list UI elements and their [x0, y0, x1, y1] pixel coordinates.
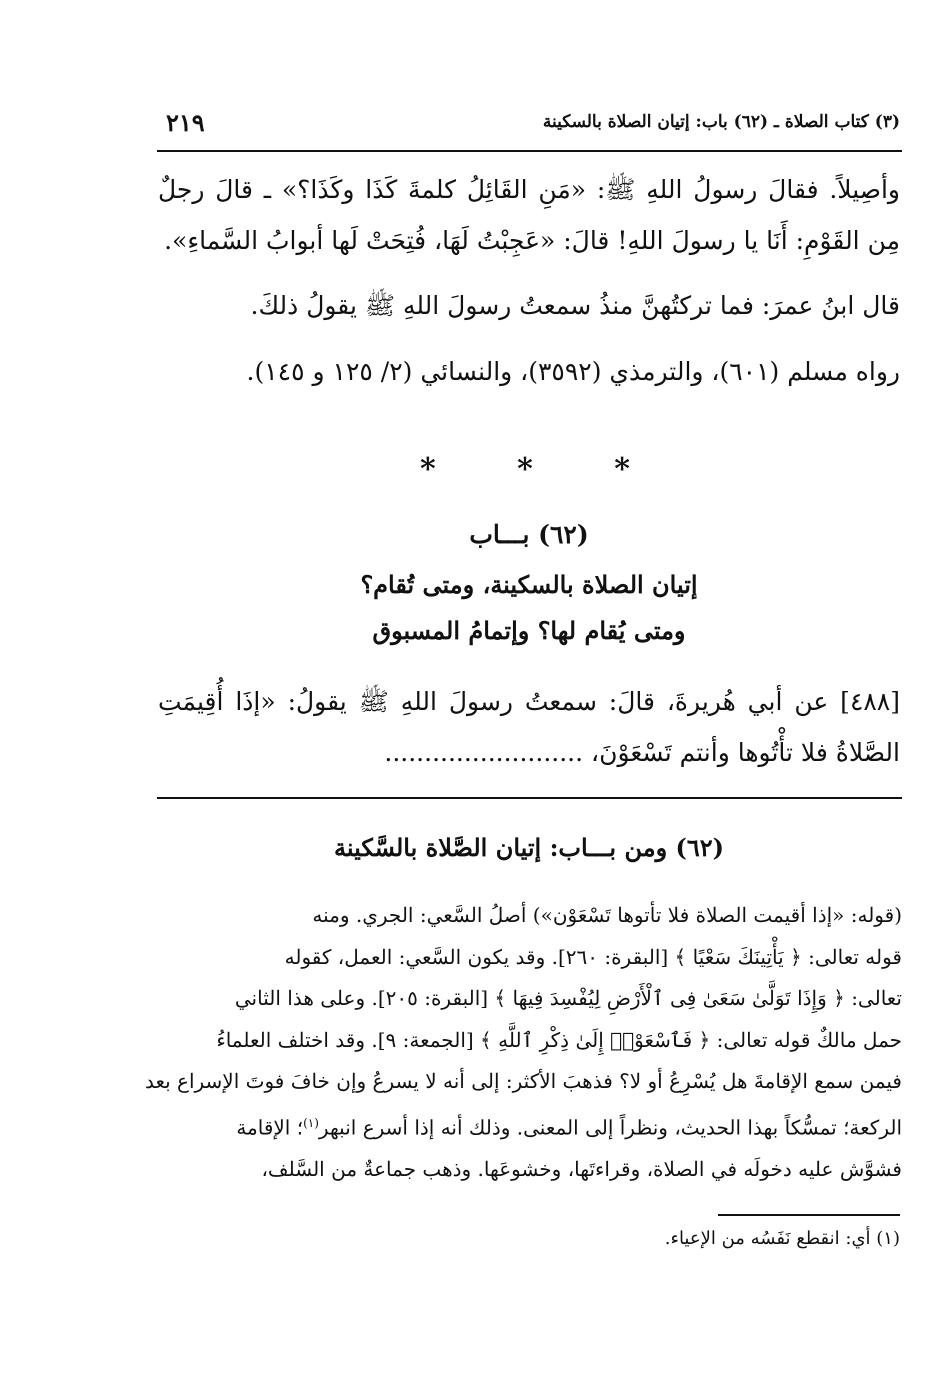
commentary-line: [126, 1103, 902, 1149]
commentary-heading: (٦٢) ومن بـــاب: إتيان الصَّلاة بالسَّكينة: [333, 833, 725, 862]
commentary-line: قوله تعالى: ﴿ يَأْتِينَكَ سَعْيًا ﴾ [البقرة: ٢٦٠]. وقد يكون السَّعي: العمل، كقوله: [284, 944, 902, 969]
commentary-line: فشوَّش عليه دخولَه في الصلاة، وقراءتَها، وخشوعَها. وذهب جماعةٌ من السَّلف،: [261, 1156, 902, 1181]
hadith-paragraph: قال ابنُ عمرَ: فما تركتُهنَّ منذُ سمعتُ رسولَ اللهِ ﷺ يقولُ ذلكَ.: [250, 291, 900, 320]
commentary-body: [144, 895, 902, 1190]
footnote: (١) أي: انقطع نَفَسُه من الإعياء.: [664, 1228, 900, 1249]
page-number: ٢١٩: [166, 108, 205, 137]
footnote-divider: [718, 1214, 900, 1216]
hadith-citation: رواه مسلم (٦٠١)، والترمذي (٣٥٩٢)، والنسائي (٢/ ١٢٥ و ١٤٥).: [246, 357, 900, 386]
commentary-divider: [157, 797, 902, 799]
chapter-title-line1: إتيان الصلاة بالسكينة، ومتى تُقام؟: [360, 570, 698, 599]
separator-star: *: [614, 452, 630, 487]
hadith-paragraph: وأصِيلاً. فقالَ رسولُ اللهِ ﷺ: «مَنِ القَائِلُ كلمةَ كَذَا وكَذَا؟» ـ قالَ رجلٌ مِن القَوْمِ: أَنَا يا رسولَ اللهِ! قالَ: «عَجِبْتُ لَهَا، فُتِحَتْ لَها أبوابُ السَّماءِ».: [158, 175, 900, 255]
commentary-line-text: الركعة؛ تمسُّكاً بهذا الحديث، ونظراً إلى المعنى. وذلك أنه إذا أسرع انبهر: [318, 1115, 902, 1140]
hadith-488-dots: .........................: [384, 738, 584, 767]
footnote-marker[interactable]: (١): [303, 1115, 319, 1130]
running-header-title: (٣) كتاب الصلاة ـ (٦٢) باب: إتيان الصلاة بالسكينة: [542, 112, 900, 132]
commentary-line: حمل مالكٌ قوله تعالى: ﴿ فَٱسْعَوْا۟ إِلَىٰ ذِكْرِ ٱللَّهِ ﴾ [الجمعة: ٩]. وقد اختلف العلماءُ: [216, 1027, 902, 1052]
commentary-line: فيمن سمع الإقامةَ هل يُسْرِعُ أو لا؟ فذهبَ الأكثر: إلى أنه لا يسرعُ وإن خافَ فوتَ الإسراع بعد: [144, 1069, 902, 1093]
hadith-488: [158, 676, 900, 778]
header-divider: [157, 150, 902, 152]
section-separator: [420, 452, 630, 487]
chapter-title-line2: ومتى يُقام لها؟ وإتمامُ المسبوق: [372, 616, 686, 645]
separator-star: *: [517, 452, 533, 487]
commentary-line: (قوله: «إذا أقيمت الصلاة فلا تأتوها تَسْعَوْن») أصلُ السَّعي: الجري. ومنه: [312, 903, 902, 927]
commentary-line: تعالى: ﴿ وَإِذَا تَوَلَّىٰ سَعَىٰ فِى ٱلْأَرْضِ لِيُفْسِدَ فِيهَا ﴾ [البقرة: ٢٠٥]. وعلى هذا الثاني: [234, 986, 902, 1010]
chapter-number: (٦٢) بـــاب: [469, 520, 589, 549]
hadith-488-text: [٤٨٨] عن أبي هُريرةَ، قالَ: سمعتُ رسولَ اللهِ ﷺ يقولُ: «إذَا أُقِيمَتِ الصَّلاةُ فلا تأْتُوها وأنتم تَسْعَوْنَ،: [158, 687, 900, 767]
commentary-line-text: ؛ الإقامة: [236, 1115, 304, 1140]
separator-star: *: [420, 452, 436, 487]
running-header: [160, 108, 900, 144]
